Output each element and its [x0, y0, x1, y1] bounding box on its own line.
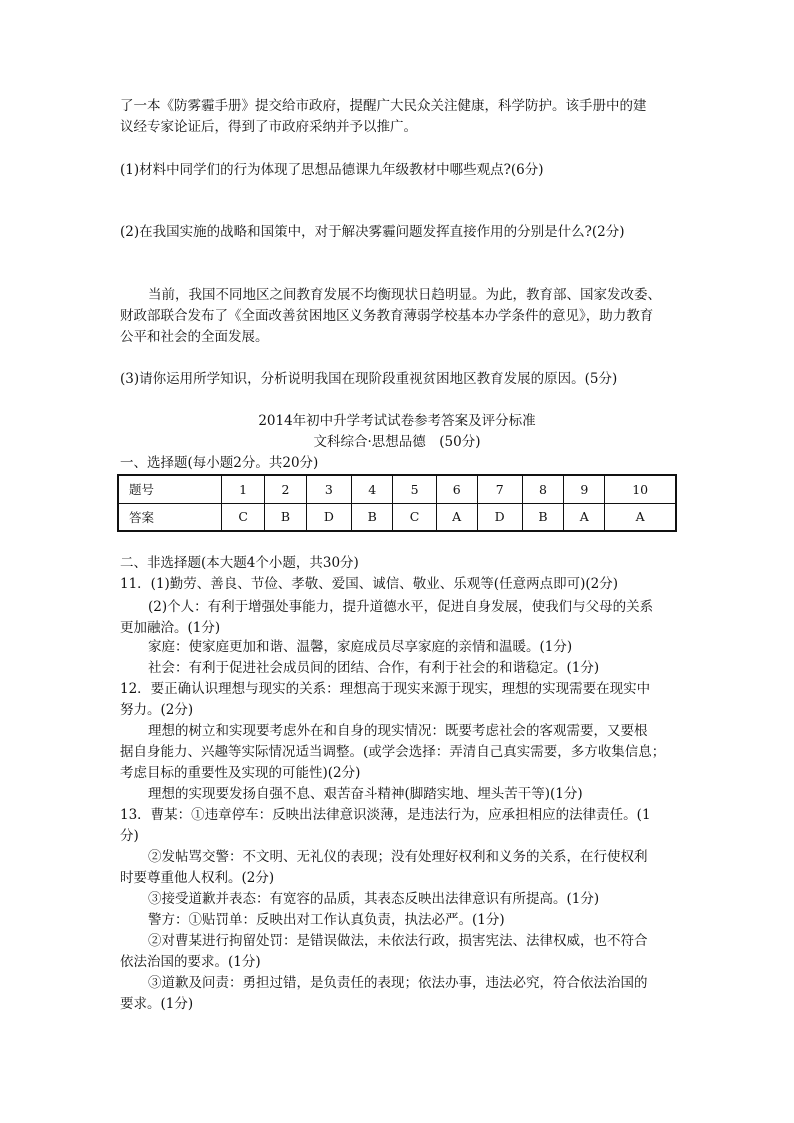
answer-line: 努力。(2分) [120, 702, 194, 718]
text-line: 议经专家论证后，得到了市政府采纳并予以推广。 [120, 119, 417, 135]
table-cell: 4 [351, 475, 393, 503]
table-row [118, 475, 676, 503]
answer-line: ②对曹某进行拘留处罚：是错误做法，未依法行政，损害宪法、法律权威，也不符合 [148, 933, 648, 949]
answer-line: 分) [120, 828, 139, 844]
answer-table [117, 474, 677, 532]
table-cell: D [306, 503, 351, 531]
table-cell: 5 [393, 475, 436, 503]
text-line: 当前，我国不同地区之间教育发展不均衡现状日趋明显。为此，教育部、国家发改委、 [148, 287, 661, 303]
answer-line: 理想的实现要发扬自强不息、艰苦奋斗精神(脚踏实地、埋头苦干等)(1分) [148, 786, 583, 802]
answer-line: 考虑目标的重要性及实现的可能性)(2分) [120, 765, 361, 781]
table-cell: B [265, 503, 307, 531]
answer-line: ②发帖骂交警：不文明、无礼仪的表现；没有处理好权利和义务的关系，在行使权利 [148, 849, 648, 865]
table-cell: C [393, 503, 436, 531]
table-cell: 8 [522, 475, 564, 503]
answer-title: 2014年初中升学考试试卷参考答案及评分标准 [258, 413, 536, 429]
answer-line: 要求。(1分) [120, 996, 194, 1012]
table-cell: D [477, 503, 522, 531]
table-cell: A [564, 503, 605, 531]
text-line: 了一本《防雾霾手册》提交给市政府，提醒广大民众关注健康，科学防护。该手册中的建 [120, 98, 647, 114]
answer-line: 据自身能力、兴趣等实际情况适当调整。(或学会选择：弄清自己真实需要，多方收集信息； [120, 744, 666, 760]
section-2-heading: 二、非选择题(本大题4个小题，共30分) [120, 555, 359, 571]
answer-line: 警方：①贴罚单：反映出对工作认真负责，执法必严。(1分) [148, 912, 505, 928]
answer-line: 家庭：使家庭更加和谐、温馨，家庭成员尽享家庭的亲情和温暖。(1分) [148, 639, 573, 655]
answer-line: 时要尊重他人权利。(2分) [120, 870, 275, 886]
table-cell: B [351, 503, 393, 531]
table-header-cell: 题号 [118, 475, 222, 503]
table-cell: 2 [265, 475, 307, 503]
answer-line: ③道歉及问责：勇担过错，是负责任的表现；依法办事，违法必究，符合依法治国的 [148, 975, 648, 991]
table-row [118, 503, 676, 531]
table-cell: 9 [564, 475, 605, 503]
text-line: 公平和社会的全面发展。 [120, 329, 269, 345]
answer-line: ③接受道歉并表态：有宽容的品质，其表态反映出法律意识有所提高。(1分) [148, 891, 600, 907]
table-cell: 1 [222, 475, 265, 503]
section-1-heading: 一、选择题(每小题2分。共20分) [120, 455, 319, 471]
answer-line: 13．曹某：①违章停车：反映出法律意识淡薄，是违法行为，应承担相应的法律责任。(1 [120, 807, 651, 823]
answer-line: 社会：有利于促进社会成员间的团结、合作，有利于社会的和谐稳定。(1分) [148, 660, 600, 676]
table-cell: 10 [605, 475, 676, 503]
table-cell: C [222, 503, 265, 531]
question-1: (1)材料中同学们的行为体现了思想品德课九年级教材中哪些观点?(6分) [120, 162, 544, 178]
answer-line: 12．要正确认识理想与现实的关系：理想高于现实来源于现实，理想的实现需要在现实中 [120, 681, 651, 697]
answer-subtitle: 文科综合·思想品德 (50分) [313, 434, 481, 450]
answer-line: (2)个人：有利于增强处事能力，提升道德水平，促进自身发展，使我们与父母的关系 [148, 599, 654, 615]
table-cell: 7 [477, 475, 522, 503]
table-cell: A [436, 503, 477, 531]
table-header-cell: 答案 [118, 503, 222, 531]
table-cell: 6 [436, 475, 477, 503]
question-3: (3)请你运用所学知识，分析说明我国在现阶段重视贫困地区教育发展的原因。(5分) [120, 371, 618, 387]
table-cell: A [605, 503, 676, 531]
table-cell: B [522, 503, 564, 531]
answer-line: 依法治国的要求。(1分) [120, 954, 261, 970]
answer-line: 理想的树立和实现要考虑外在和自身的现实情况：既要考虑社会的客观需要，又要根 [148, 723, 648, 739]
answer-line: 更加融洽。(1分) [120, 620, 221, 636]
text-line: 财政部联合发布了《全面改善贫困地区义务教育薄弱学校基本办学条件的意见》，助力教育 [120, 308, 654, 324]
question-2: (2)在我国实施的战略和国策中，对于解决雾霾问题发挥直接作用的分别是什么?(2分) [120, 224, 625, 240]
table-cell: 3 [306, 475, 351, 503]
answer-line: 11．(1)勤劳、善良、节俭、孝敬、爱国、诚信、敬业、乐观等(任意两点即可)(2分) [120, 576, 618, 592]
